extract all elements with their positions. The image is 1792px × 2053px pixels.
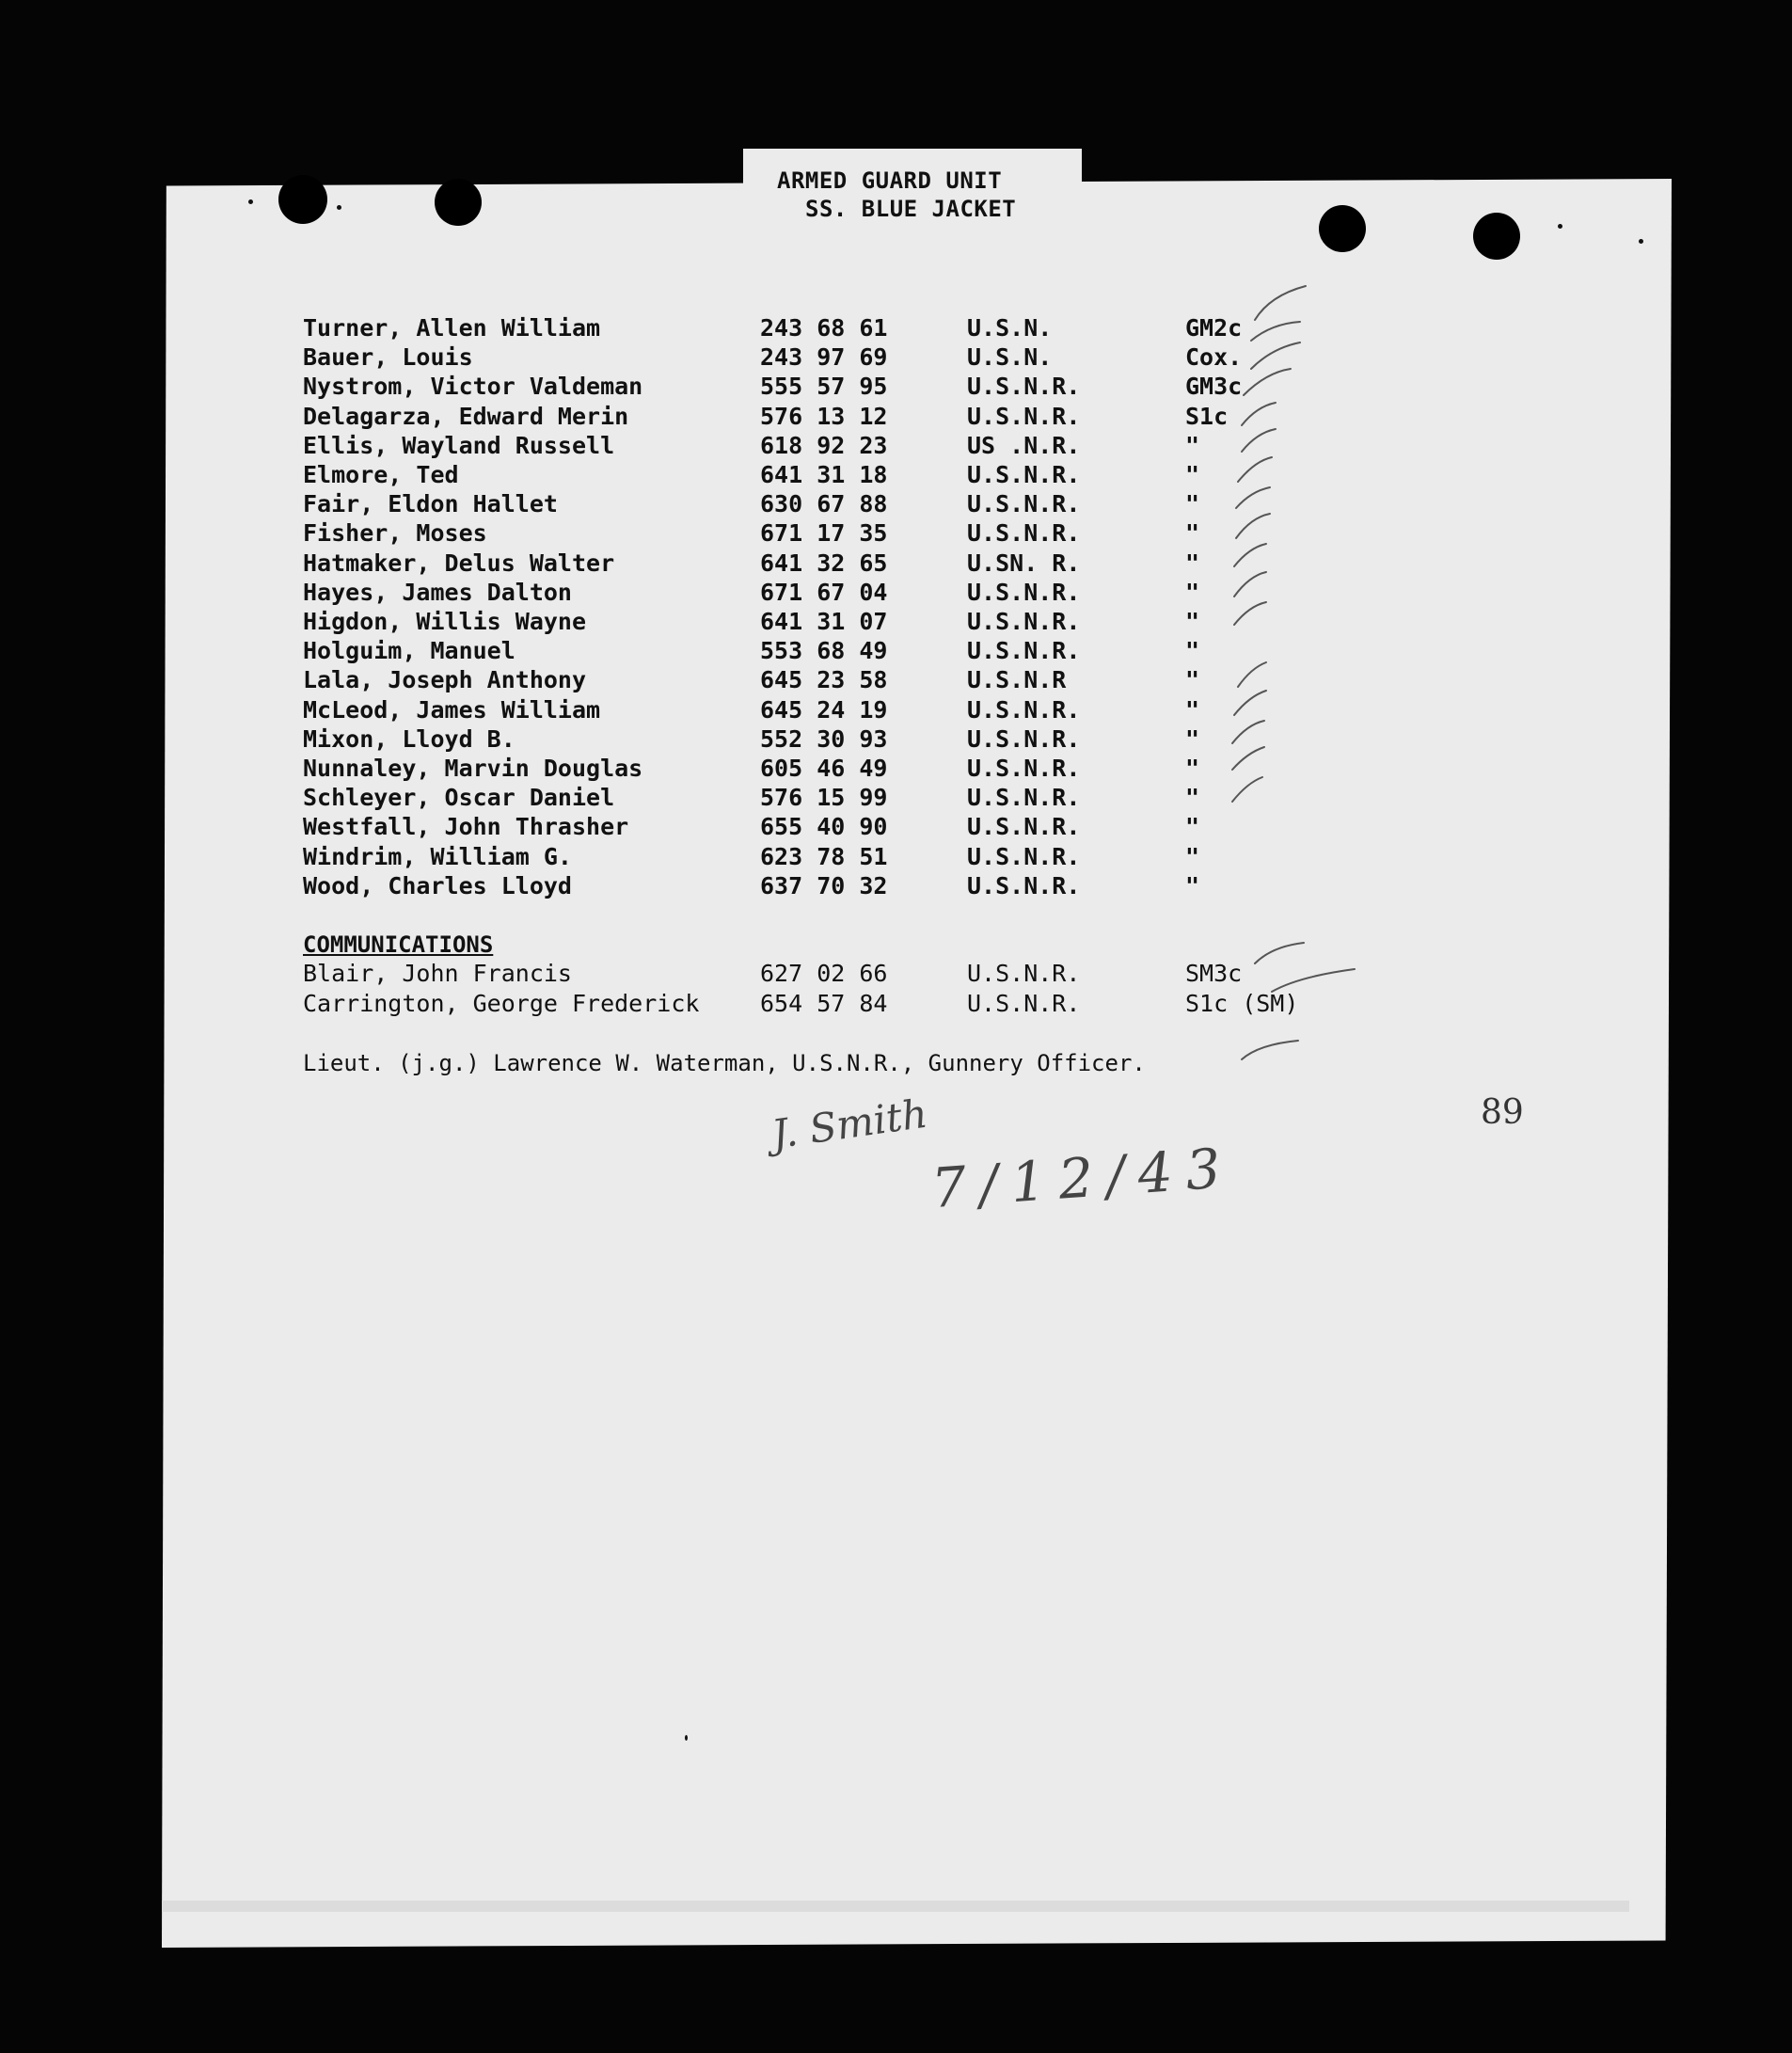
crew-name: Higdon, Willis Wayne	[303, 608, 587, 635]
speck-mark	[337, 205, 341, 210]
service-number: 671 67 04	[760, 578, 888, 606]
service-branch: U.S.N.R.	[967, 813, 1081, 841]
page-number: 89	[1481, 1093, 1524, 1132]
service-branch: U.S.N.R.	[967, 608, 1081, 635]
speck-mark	[1639, 239, 1643, 244]
check-marks	[1213, 282, 1364, 1091]
service-branch: U.S.N.R.	[967, 755, 1081, 782]
service-number: 645 24 19	[760, 695, 888, 724]
crew-rating: "	[1185, 755, 1200, 782]
service-number: 637 70 32	[760, 871, 888, 899]
service-number: 553 68 49	[760, 637, 888, 665]
crew-rating: S1c	[1185, 402, 1229, 430]
unit-heading: ARMED GUARD UNIT	[777, 167, 1003, 194]
crew-name: Hayes, James Dalton	[303, 578, 572, 606]
crew-name: Fair, Eldon Hallet	[303, 490, 558, 518]
speck-mark	[248, 199, 253, 204]
crew-rating: "	[1185, 490, 1200, 518]
crew-name: Fisher, Moses	[303, 519, 487, 548]
officer-line: Lieut. (j.g.) Lawrence W. Waterman, U.S.N.R., Gunnery Officer.	[303, 1050, 1146, 1076]
crew-rating: "	[1185, 431, 1200, 459]
crew-rating: SM3c	[1185, 960, 1243, 987]
punch-hole-icon	[1319, 205, 1366, 252]
crew-rating: "	[1185, 695, 1200, 724]
crew-rating: GM2c	[1185, 314, 1243, 342]
service-branch: U.S.N.R.	[967, 871, 1081, 899]
speck-mark	[685, 1735, 688, 1741]
crew-rating: "	[1185, 842, 1200, 870]
crew-name: Lala, Joseph Anthony	[303, 666, 587, 694]
crew-rating: "	[1185, 578, 1200, 606]
crew-name: Mixon, Lloyd B.	[303, 724, 515, 753]
service-branch: U.S.N.R.	[967, 695, 1081, 724]
crew-name: Blair, John Francis	[303, 960, 572, 987]
service-number: 618 92 23	[760, 431, 888, 459]
service-branch: U.S.N.R.	[967, 637, 1081, 665]
crew-name: Wood, Charles Lloyd	[303, 871, 572, 899]
crew-rating: S1c (SM)	[1185, 990, 1299, 1017]
crew-rating: "	[1185, 637, 1200, 665]
service-branch: U.S.N.R.	[967, 960, 1081, 987]
ship-heading: SS. BLUE JACKET	[805, 196, 1017, 222]
handwritten-signature	[769, 1090, 1261, 1242]
service-branch: U.S.N.	[967, 343, 1053, 372]
crew-name: Nunnaley, Marvin Douglas	[303, 755, 643, 782]
crew-name: Westfall, John Thrasher	[303, 813, 629, 841]
service-number: 243 97 69	[760, 343, 888, 372]
service-number: 555 57 95	[760, 373, 888, 401]
crew-rating: "	[1185, 784, 1200, 812]
service-branch: U.S.N.R.	[967, 402, 1081, 430]
crew-rating: "	[1185, 666, 1200, 694]
paper-edge	[162, 1901, 1629, 1912]
service-number: 552 30 93	[760, 724, 888, 753]
service-number: 623 78 51	[760, 842, 888, 870]
service-branch: U.SN. R.	[967, 549, 1081, 577]
crew-name: Elmore, Ted	[303, 461, 459, 488]
crew-rating: "	[1185, 813, 1200, 841]
section-title: COMMUNICATIONS	[303, 931, 494, 958]
crew-name: Windrim, William G.	[303, 842, 572, 870]
service-branch: U.S.N.R	[967, 666, 1067, 694]
crew-name: Ellis, Wayland Russell	[303, 431, 615, 459]
crew-rating: GM3c	[1185, 373, 1243, 401]
crew-rating: "	[1185, 461, 1200, 488]
service-branch: U.S.N.R.	[967, 724, 1081, 753]
service-branch: U.S.N.R.	[967, 490, 1081, 518]
service-number: 605 46 49	[760, 755, 888, 782]
service-branch: U.S.N.R.	[967, 842, 1081, 870]
service-number: 654 57 84	[760, 990, 888, 1017]
service-branch: U.S.N.R.	[967, 784, 1081, 812]
speck-mark	[1558, 224, 1562, 229]
punch-hole-icon	[278, 175, 327, 224]
handwritten-date: 7/12/43	[929, 1135, 1236, 1221]
crew-rating: "	[1185, 549, 1200, 577]
crew-rating: "	[1185, 519, 1200, 548]
crew-rating: "	[1185, 724, 1200, 753]
service-branch: US .N.R.	[967, 431, 1081, 459]
crew-name: Nystrom, Victor Valdeman	[303, 373, 643, 401]
service-number: 645 23 58	[760, 666, 888, 694]
service-number: 641 32 65	[760, 549, 888, 577]
service-branch: U.S.N.R.	[967, 990, 1081, 1017]
crew-rating: Cox.	[1185, 343, 1243, 372]
signature-text: J. Smith	[769, 1090, 930, 1158]
service-number: 671 17 35	[760, 519, 888, 548]
service-number: 576 13 12	[760, 402, 888, 430]
crew-name: Carrington, George Frederick	[303, 990, 700, 1017]
punch-hole-icon	[435, 179, 482, 226]
crew-name: Bauer, Louis	[303, 343, 473, 372]
service-branch: U.S.N.R.	[967, 519, 1081, 548]
crew-name: Turner, Allen William	[303, 314, 601, 342]
service-number: 630 67 88	[760, 490, 888, 518]
service-branch: U.S.N.R.	[967, 373, 1081, 401]
service-number: 641 31 18	[760, 461, 888, 488]
punch-hole-icon	[1473, 213, 1520, 260]
crew-name: Hatmaker, Delus Walter	[303, 549, 615, 577]
crew-rating: "	[1185, 608, 1200, 635]
service-number: 243 68 61	[760, 314, 888, 342]
crew-name: Schleyer, Oscar Daniel	[303, 784, 615, 812]
service-number: 655 40 90	[760, 813, 888, 841]
crew-name: Holguim, Manuel	[303, 637, 515, 665]
crew-rating: "	[1185, 871, 1200, 899]
crew-name: Delagarza, Edward Merin	[303, 402, 629, 430]
crew-name: McLeod, James William	[303, 695, 601, 724]
service-branch: U.S.N.R.	[967, 578, 1081, 606]
service-number: 576 15 99	[760, 784, 888, 812]
service-number: 627 02 66	[760, 960, 888, 987]
service-branch: U.S.N.	[967, 314, 1053, 342]
service-number: 641 31 07	[760, 608, 888, 635]
service-branch: U.S.N.R.	[967, 461, 1081, 488]
